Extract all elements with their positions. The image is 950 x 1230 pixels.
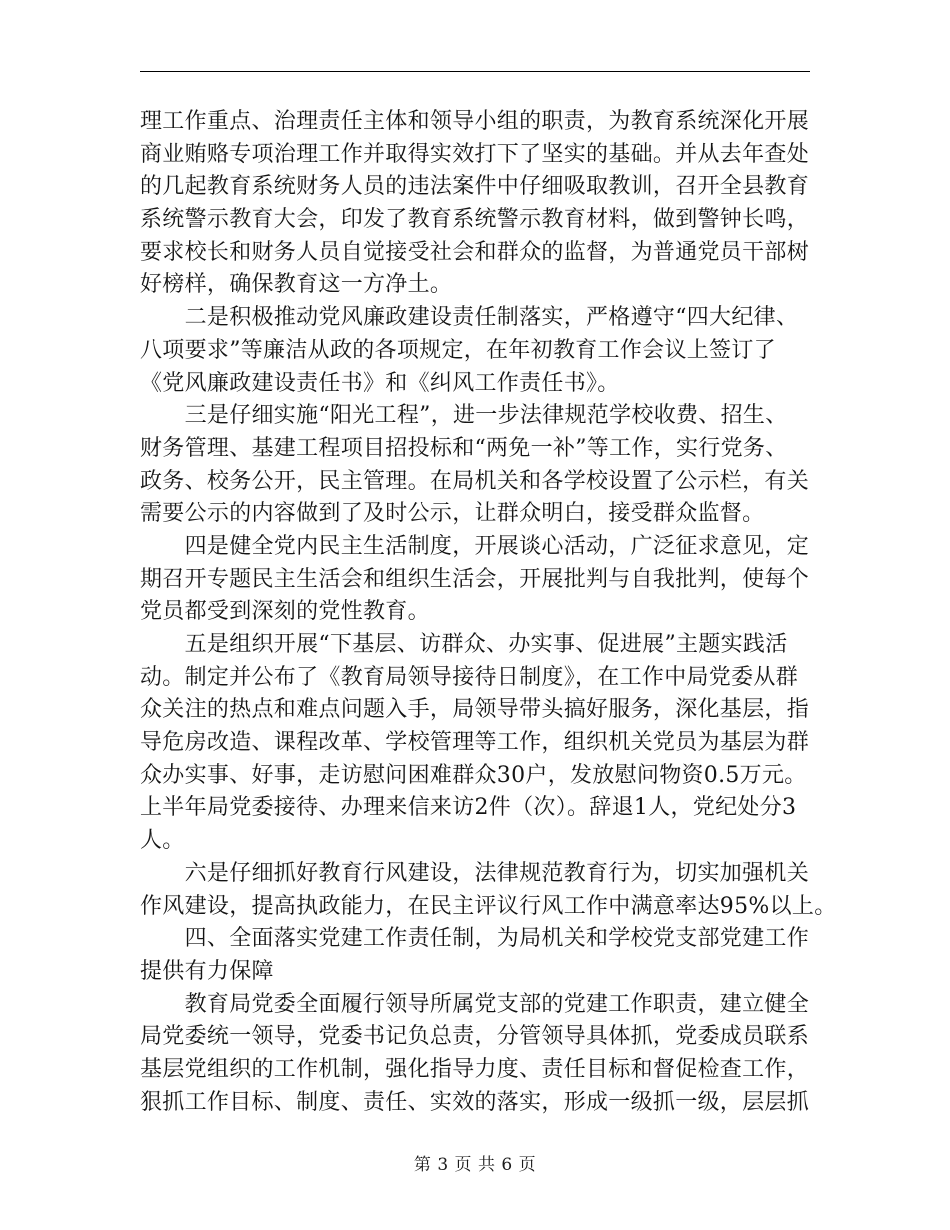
text-line: 众办实事、好事，走访慰问困难群众30户，发放慰问物资0.5万元。	[140, 762, 807, 788]
paragraph	[140, 531, 830, 629]
text-line: 教育局党委全面履行领导所属党支部的党建工作职责，建立健全	[184, 991, 809, 1017]
text-line: 财务管理、基建工程项目招投标和“两免一补”等工作，实行党务、	[140, 435, 788, 461]
text-line: 需要公示的内容做到了及时公示，让群众明白，接受群众监督。	[140, 501, 765, 527]
text-line: 好榜样，确保教育这一方净土。	[140, 272, 453, 298]
document-body	[140, 106, 837, 1119]
text-line: 党员都受到深刻的党性教育。	[140, 599, 430, 625]
text-line: 商业贿赂专项治理工作并取得实效打下了坚实的基础。并从去年查处	[140, 141, 810, 167]
section-heading	[140, 923, 830, 988]
paragraph	[140, 629, 830, 858]
text-line: 提供有力保障	[140, 958, 274, 984]
text-line: 理工作重点、治理责任主体和领导小组的职责，为教育系统深化开展	[140, 109, 810, 134]
text-line: 四是健全党内民主生活制度，开展谈心活动，广泛征求意见，定	[184, 533, 809, 559]
text-line: 狠抓工作目标、制度、责任、实效的落实，形成一级抓一级，层层抓	[140, 1089, 810, 1115]
text-line: 动。制定并公布了《教育局领导接待日制度》，在工作中局党委从群	[140, 664, 799, 690]
text-line: 基层党组织的工作机制，强化指导力度、责任目标和督促检查工作，	[140, 1056, 810, 1082]
paragraph	[140, 302, 830, 400]
text-line: 五是组织开展“下基层、访群众、办实事、促进展”主题实践活	[184, 632, 788, 657]
text-line: 八项要求”等廉洁从政的各项规定，在年初教育工作会议上签订了	[140, 337, 776, 363]
text-line: 要求校长和财务人员自觉接受社会和群众的监督，为普通党员干部树	[140, 239, 810, 265]
header-rule	[140, 71, 810, 72]
text-line: 众关注的热点和难点问题入手，局领导带头搞好服务，深化基层，指	[140, 697, 810, 723]
text-line: 人。	[140, 828, 185, 854]
text-line: 上半年局党委接待、办理来信来访2件（次）。辞退1人，党纪处分3	[140, 795, 797, 821]
text-line: 三是仔细实施“阳光工程”，进一步法律规范学校收费、招生、	[184, 403, 788, 429]
text-line: 四、全面落实党建工作责任制，为局机关和学校党支部党建工作	[184, 926, 809, 952]
paragraph	[140, 106, 830, 302]
paragraph	[140, 400, 830, 531]
text-line: 系统警示教育大会，印发了教育系统警示教育材料，做到警钟长鸣，	[140, 207, 810, 233]
text-line: 局党委统一领导，党委书记负总责，分管领导具体抓，党委成员联系	[140, 1024, 810, 1050]
text-line: 的几起教育系统财务人员的违法案件中仔细吸取教训，召开全县教育	[140, 174, 810, 200]
text-line: 政务、校务公开，民主管理。在局机关和各学校设置了公示栏，有关	[140, 468, 810, 494]
text-line: 导危房改造、课程改革、学校管理等工作，组织机关党员为基层为群	[140, 730, 810, 756]
page-number-footer: 第 3 页 共 6 页	[413, 1155, 537, 1175]
paragraph	[140, 989, 830, 1120]
text-line: 期召开专题民主生活会和组织生活会，开展批判与自我批判，使每个	[140, 566, 810, 592]
text-line: 《党风廉政建设责任书》和《纠风工作责任书》。	[140, 370, 620, 396]
paragraph	[140, 858, 837, 923]
text-line: 作风建设，提高执政能力，在民主评议行风工作中满意率达95%以上。	[140, 893, 837, 919]
text-line: 二是积极推动党风廉政建设责任制落实，严格遵守“四大纪律、	[184, 305, 799, 331]
text-line: 六是仔细抓好教育行风建设，法律规范教育行为，切实加强机关	[184, 860, 809, 886]
